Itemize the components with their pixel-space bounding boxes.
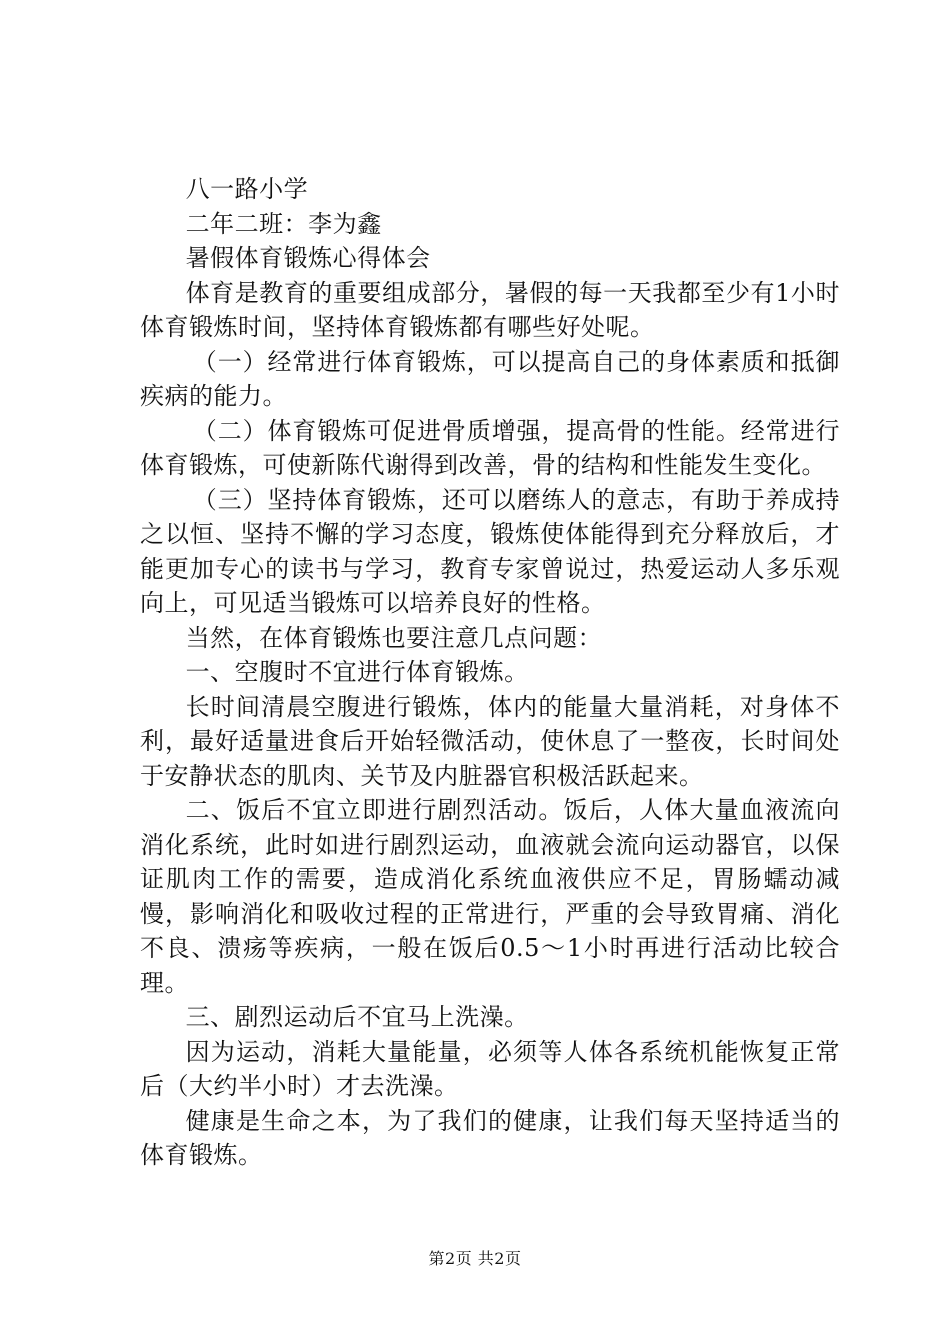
paragraph-point-2: （二）体育锻炼可促进骨质增强，提高骨的性能。经常进行体育锻炼，可使新陈代谢得到改善，骨的结构和性能发生变化。 xyxy=(140,416,840,479)
document-body xyxy=(140,172,840,1173)
paragraph-conclusion: 健康是生命之本，为了我们的健康，让我们每天坚持适当的体育锻炼。 xyxy=(140,1106,840,1169)
document-title: 暑假体育锻炼心得体会 xyxy=(185,244,431,272)
heading-bath: 三、剧烈运动后不宜马上洗澡。 xyxy=(185,1003,529,1031)
paragraph-after-meal: 二、饭后不宜立即进行剧烈活动。饭后，人体大量血液流向消化系统，此时如进行剧烈运动，血液就会流向运动器官，以保证肌肉工作的需要，造成消化系统血液供应不足，胃肠蠕动减慢，影响消化和吸收过程的正常进行，严重的会导致胃痛、消化不良、溃疡等疾病，一般在饭后0.5～1小时再进行活动比较合理。 xyxy=(140,796,840,997)
paragraph-intro: 体育是教育的重要组成部分，暑假的每一天我都至少有1小时体育锻炼时间，坚持体育锻炼都有哪些好处呢。 xyxy=(140,278,840,341)
paragraph-empty-stomach: 长时间清晨空腹进行锻炼，体内的能量大量消耗，对身体不利，最好适量进食后开始轻微活动，使休息了一整夜，长时间处于安静状态的肌肉、关节及内脏器官积极活跃起来。 xyxy=(140,692,840,790)
paragraph-bath: 因为运动，消耗大量能量，必须等人体各系统机能恢复正常后（大约半小时）才去洗澡。 xyxy=(140,1037,840,1100)
page-number: 第2页 共2页 xyxy=(428,1249,522,1268)
class-author: 二年二班：李为鑫 xyxy=(185,209,382,238)
heading-empty-stomach: 一、空腹时不宜进行体育锻炼。 xyxy=(185,658,529,686)
paragraph-point-1: （一）经常进行体育锻炼，可以提高自己的身体素质和抵御疾病的能力。 xyxy=(140,347,840,410)
paragraph-point-3: （三）坚持体育锻炼，还可以磨练人的意志，有助于养成持之以恒、坚持不懈的学习态度，锻炼使体能得到充分释放后，才能更加专心的读书与学习，教育专家曾说过，热爱运动人多乐观向上，可见适当锻炼可以培养良好的性格。 xyxy=(140,485,840,617)
paragraph-notice: 当然，在体育锻炼也要注意几点问题： xyxy=(185,623,603,652)
school-name: 八一路小学 xyxy=(185,175,309,203)
